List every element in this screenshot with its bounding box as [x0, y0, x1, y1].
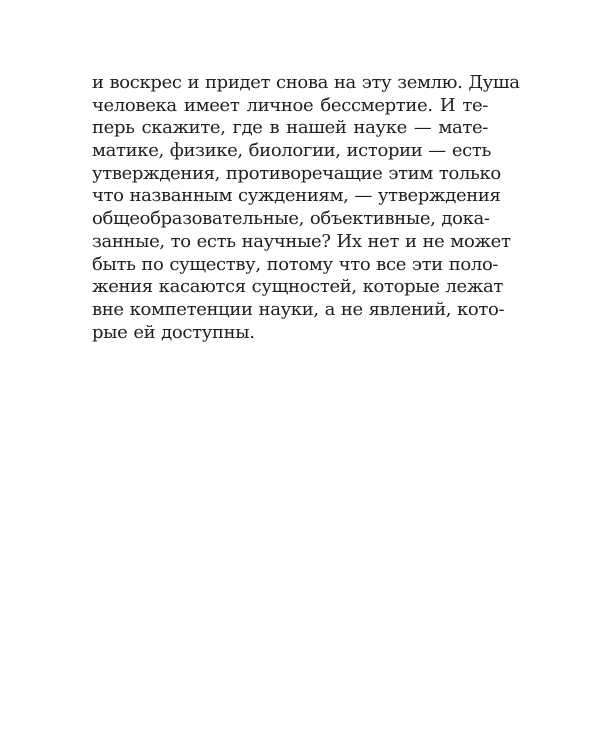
text-line: занные, то есть научные? Их нет и не может: [92, 230, 511, 252]
text-line: перь скажите, где в нашей науке — мате-: [92, 117, 488, 139]
text-line: вне компетенции науки, а не явлений, кото-: [92, 298, 505, 320]
text-line: общеобразовательные, объективные, дока-: [92, 208, 490, 230]
text-line: быть по существу, потому что все эти поло-: [92, 253, 499, 275]
text-line: что названным суждениям, — утверждения: [92, 185, 501, 207]
text-line: рые ей доступны.: [92, 321, 255, 343]
text-line: утверждения, противоречащие этим только: [92, 162, 501, 184]
text-line: жения касаются сущностей, которые лежат: [92, 276, 504, 298]
text-line: человека имеет личное бессмертие. И те-: [92, 94, 488, 116]
text-line: и воскрес и придет снова на эту землю. Душа: [92, 72, 520, 93]
text-line: матике, физике, биологии, истории — есть: [92, 140, 491, 162]
paragraph-text-block: [92, 72, 520, 344]
